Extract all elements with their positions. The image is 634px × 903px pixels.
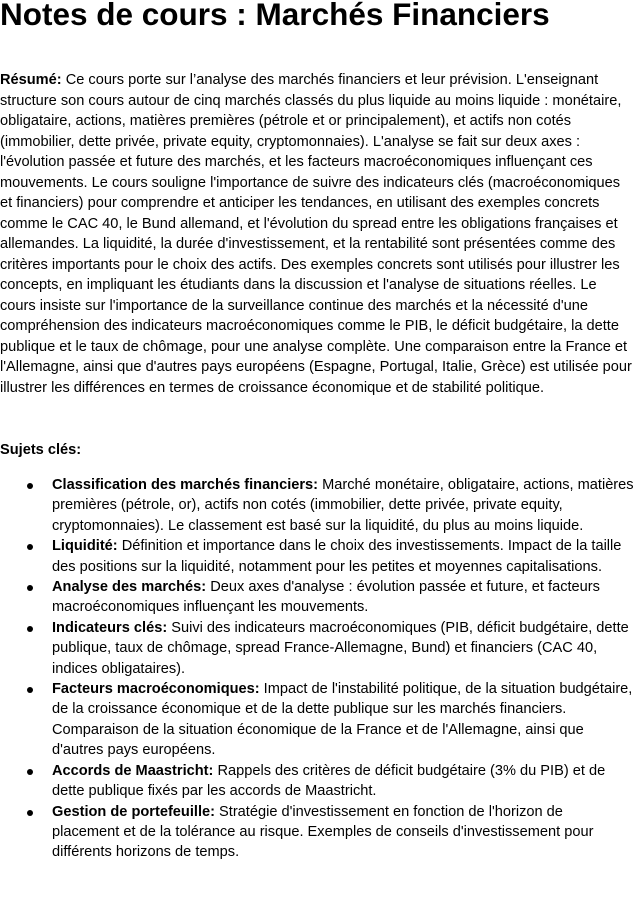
key-topic-term: Analyse des marchés: xyxy=(52,579,207,596)
key-topic-item xyxy=(0,536,634,577)
bullet-icon xyxy=(27,544,33,550)
key-topic-text: Stratégie d'investissement en fonction de l'horizon de placement et de la tolérance au risque. Exemples de conseils d'investissement pour différents horizons de temps. xyxy=(52,803,594,861)
key-topic-item xyxy=(0,679,634,761)
key-topic-text: Impact de l'instabilité politique, de la situation budgétaire, de la croissance économique et de la dette publique sur les marchés financiers. Comparaison de la situation économique de la France et de l'Allemagne, ainsi que d'autres pays européens. xyxy=(52,681,633,759)
key-topic-term: Gestion de portefeuille: xyxy=(52,803,215,820)
key-topic-item xyxy=(0,802,634,863)
key-topic-item xyxy=(0,618,634,679)
bullet-icon xyxy=(27,769,33,775)
bullet-icon xyxy=(27,483,33,489)
key-topic-term: Facteurs macroéconomiques: xyxy=(52,681,260,698)
key-topic-text: Rappels des critères de déficit budgétaire (3% du PIB) et de dette publique fixés par les accords de Maastricht. xyxy=(52,762,606,800)
key-topic-text: Deux axes d'analyse : évolution passée et future, et facteurs macroéconomiques influençant les mouvements. xyxy=(52,579,600,616)
key-topic-item xyxy=(0,577,634,618)
key-topic-text: Suivi des indicateurs macroéconomiques (PIB, déficit budgétaire, dette publique, taux de chômage, spread France-Allemagne, Bund) et financiers (CAC 40, indices obligataires). xyxy=(52,619,629,677)
bullet-icon xyxy=(27,687,33,693)
key-topic-term: Accords de Maastricht: xyxy=(52,762,214,779)
summary-paragraph xyxy=(0,70,634,398)
key-topic-item xyxy=(0,761,634,802)
summary-label: Résumé: xyxy=(0,72,62,88)
key-topic-item xyxy=(0,475,634,536)
summary-text: Ce cours porte sur l’analyse des marchés financiers et leur prévision. L'enseignant structure son cours autour de cinq marchés classés du plus liquide au moins liquide : monétaire, obligataire, actions, matières premières (pétrole et or principalement), et actifs non cotés (immobilier, dette privée, private equity, cryptomonnaies). L'analyse se fait sur deux axes : l'évolution passée et future des marchés, et les facteurs macroéconomiques influençant ces mouvements. Le cours souligne l'importance de suivre des indicateurs clés (macroéconomiques et financiers) pour comprendre et anticiper les tendances, en utilisant des exemples concrets comme le CAC 40, le Bund allemand, et l'évolution du spread entre les obligations françaises et allemandes. La liquidité, la durée d'investissement, et la rentabilité sont présentées comme des critères importants pour le choix des actifs. Des exemples concrets sont utilisés pour illustrer les concepts, en impliquant les étudiants dans la discussion et l'analyse de situations réelles. Le cours insiste sur l'importance de la surveillance continue des marchés et la nécessité d'une compréhension des indicateurs macroéconomiques comme le PIB, le déficit budgétaire, la dette publique et le taux de chômage, pour une analyse complète. Une comparaison entre la France et l'Allemagne, ainsi que d'autres pays européens (Espagne, Portugal, Italie, Grèce) est utilisée pour illustrer les différences en termes de croissance économique et de stabilité politique. xyxy=(0,72,632,396)
bullet-icon xyxy=(27,810,33,816)
key-topic-text: Définition et importance dans le choix des investissements. Impact de la taille des positions sur la liquidité, notamment pour les petites et moyennes capitalisations. xyxy=(52,538,622,575)
key-topic-term: Liquidité: xyxy=(52,538,118,555)
document-title: Notes de cours : Marchés Financiers xyxy=(0,0,550,32)
key-topic-text: Marché monétaire, obligataire, actions, matières premières (pétrole, or), actifs non cotés (immobilier, dette privée, private equity, cryptomonnaies). Le classement est basé sur la liquidité, du plus au moins liquide. xyxy=(52,477,634,534)
key-topics-heading: Sujets clés: xyxy=(0,442,82,458)
key-topic-term: Classification des marchés financiers: xyxy=(52,477,319,493)
bullet-icon xyxy=(27,626,33,632)
bullet-icon xyxy=(27,585,33,591)
key-topics-list xyxy=(0,475,634,863)
key-topic-term: Indicateurs clés: xyxy=(52,619,168,636)
